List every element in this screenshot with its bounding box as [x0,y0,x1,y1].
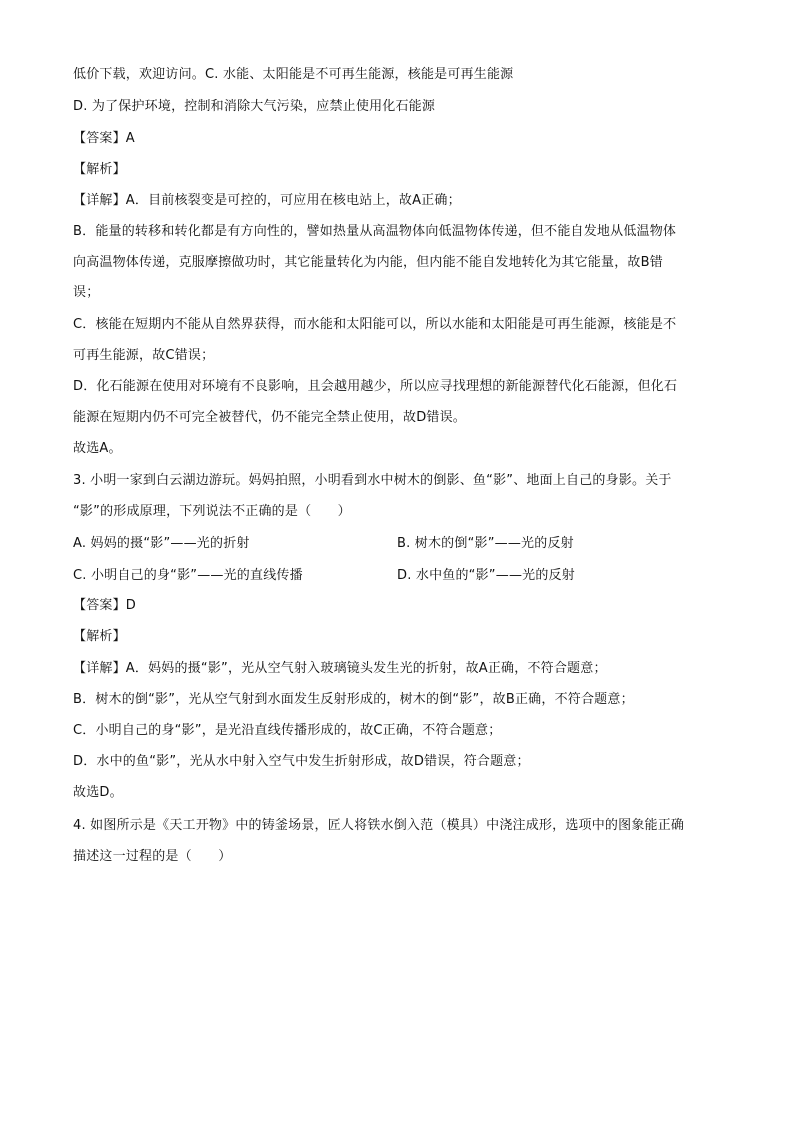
question-3-stem: 3. 小明一家到白云湖边游玩。妈妈拍照，小明看到水中树木的倒影、鱼“影”、地面上自己的身影。关于 [73,473,672,488]
explanation-line: 可再生能源，故C错误； [73,348,215,363]
explanation-line: 向高温物体传递，克服摩擦做功时，其它能量转化为内能，但内能不能自发地转化为其它能量，故B错 [73,255,663,270]
answer-label: 【答案】A [73,131,135,146]
question-3-option-d: D. 水中鱼的“影”——光的反射 [397,568,575,583]
question-3-option-b: B. 树木的倒“影”——光的反射 [397,536,574,551]
text-line: 低价下载，欢迎访问。C. 水能、太阳能是不可再生能源，核能是可再生能源 [73,67,514,82]
explanation-line: B．树木的倒“影”，光从空气射到水面发生反射形成的，树木的倒“影”，故B正确，不符合题意； [73,692,634,707]
conclusion-line: 故选A。 [73,441,122,456]
explanation-line: C．核能在短期内不能从自然界获得，而水能和太阳能可以，所以水能和太阳能是可再生能源，核能是不 [73,317,677,332]
question-3-stem: “影”的形成原理，下列说法不正确的是（ ） [73,504,351,519]
explanation-line: B．能量的转移和转化都是有方向性的，譬如热量从高温物体向低温物体传递，但不能自发地从低温物体 [73,224,677,239]
explanation-line: D．化石能源在使用对环境有不良影响，且会越用越少，所以应寻找理想的新能源替代化石能源，但化石 [73,379,678,394]
explanation-line: 误； [73,285,100,300]
question-3-option-c: C. 小明自己的身“影”——光的直线传播 [73,568,303,583]
conclusion-line: 故选D。 [73,785,123,800]
analysis-label: 【解析】 [73,629,126,644]
question-4-stem: 4. 如图所示是《天工开物》中的铸釜场景，匠人将铁水倒入范（模具）中浇注成形，选项中的图象能正确 [73,818,685,833]
explanation-line: 能源在短期内仍不可完全被替代，仍不能完全禁止使用，故D错误。 [73,410,467,425]
explanation-line: 【详解】A．妈妈的摄“影”，光从空气射入玻璃镜头发生光的折射，故A正确，不符合题意； [73,661,607,676]
explanation-line: D．水中的鱼“影”，光从水中射入空气中发生折射形成，故D错误，符合题意； [73,754,530,769]
answer-label: 【答案】D [73,598,137,613]
explanation-line: C．小明自己的身“影”，是光沿直线传播形成的，故C正确，不符合题意； [73,723,502,738]
question-4-stem: 描述这一过程的是（ ） [73,849,232,864]
question-3-option-a: A. 妈妈的摄“影”——光的折射 [73,536,250,551]
question-option-d: D. 为了保护环境，控制和消除大气污染，应禁止使用化石能源 [73,99,436,114]
analysis-label: 【解析】 [73,162,126,177]
explanation-line: 【详解】A．目前核裂变是可控的，可应用在核电站上，故A正确； [73,193,461,208]
